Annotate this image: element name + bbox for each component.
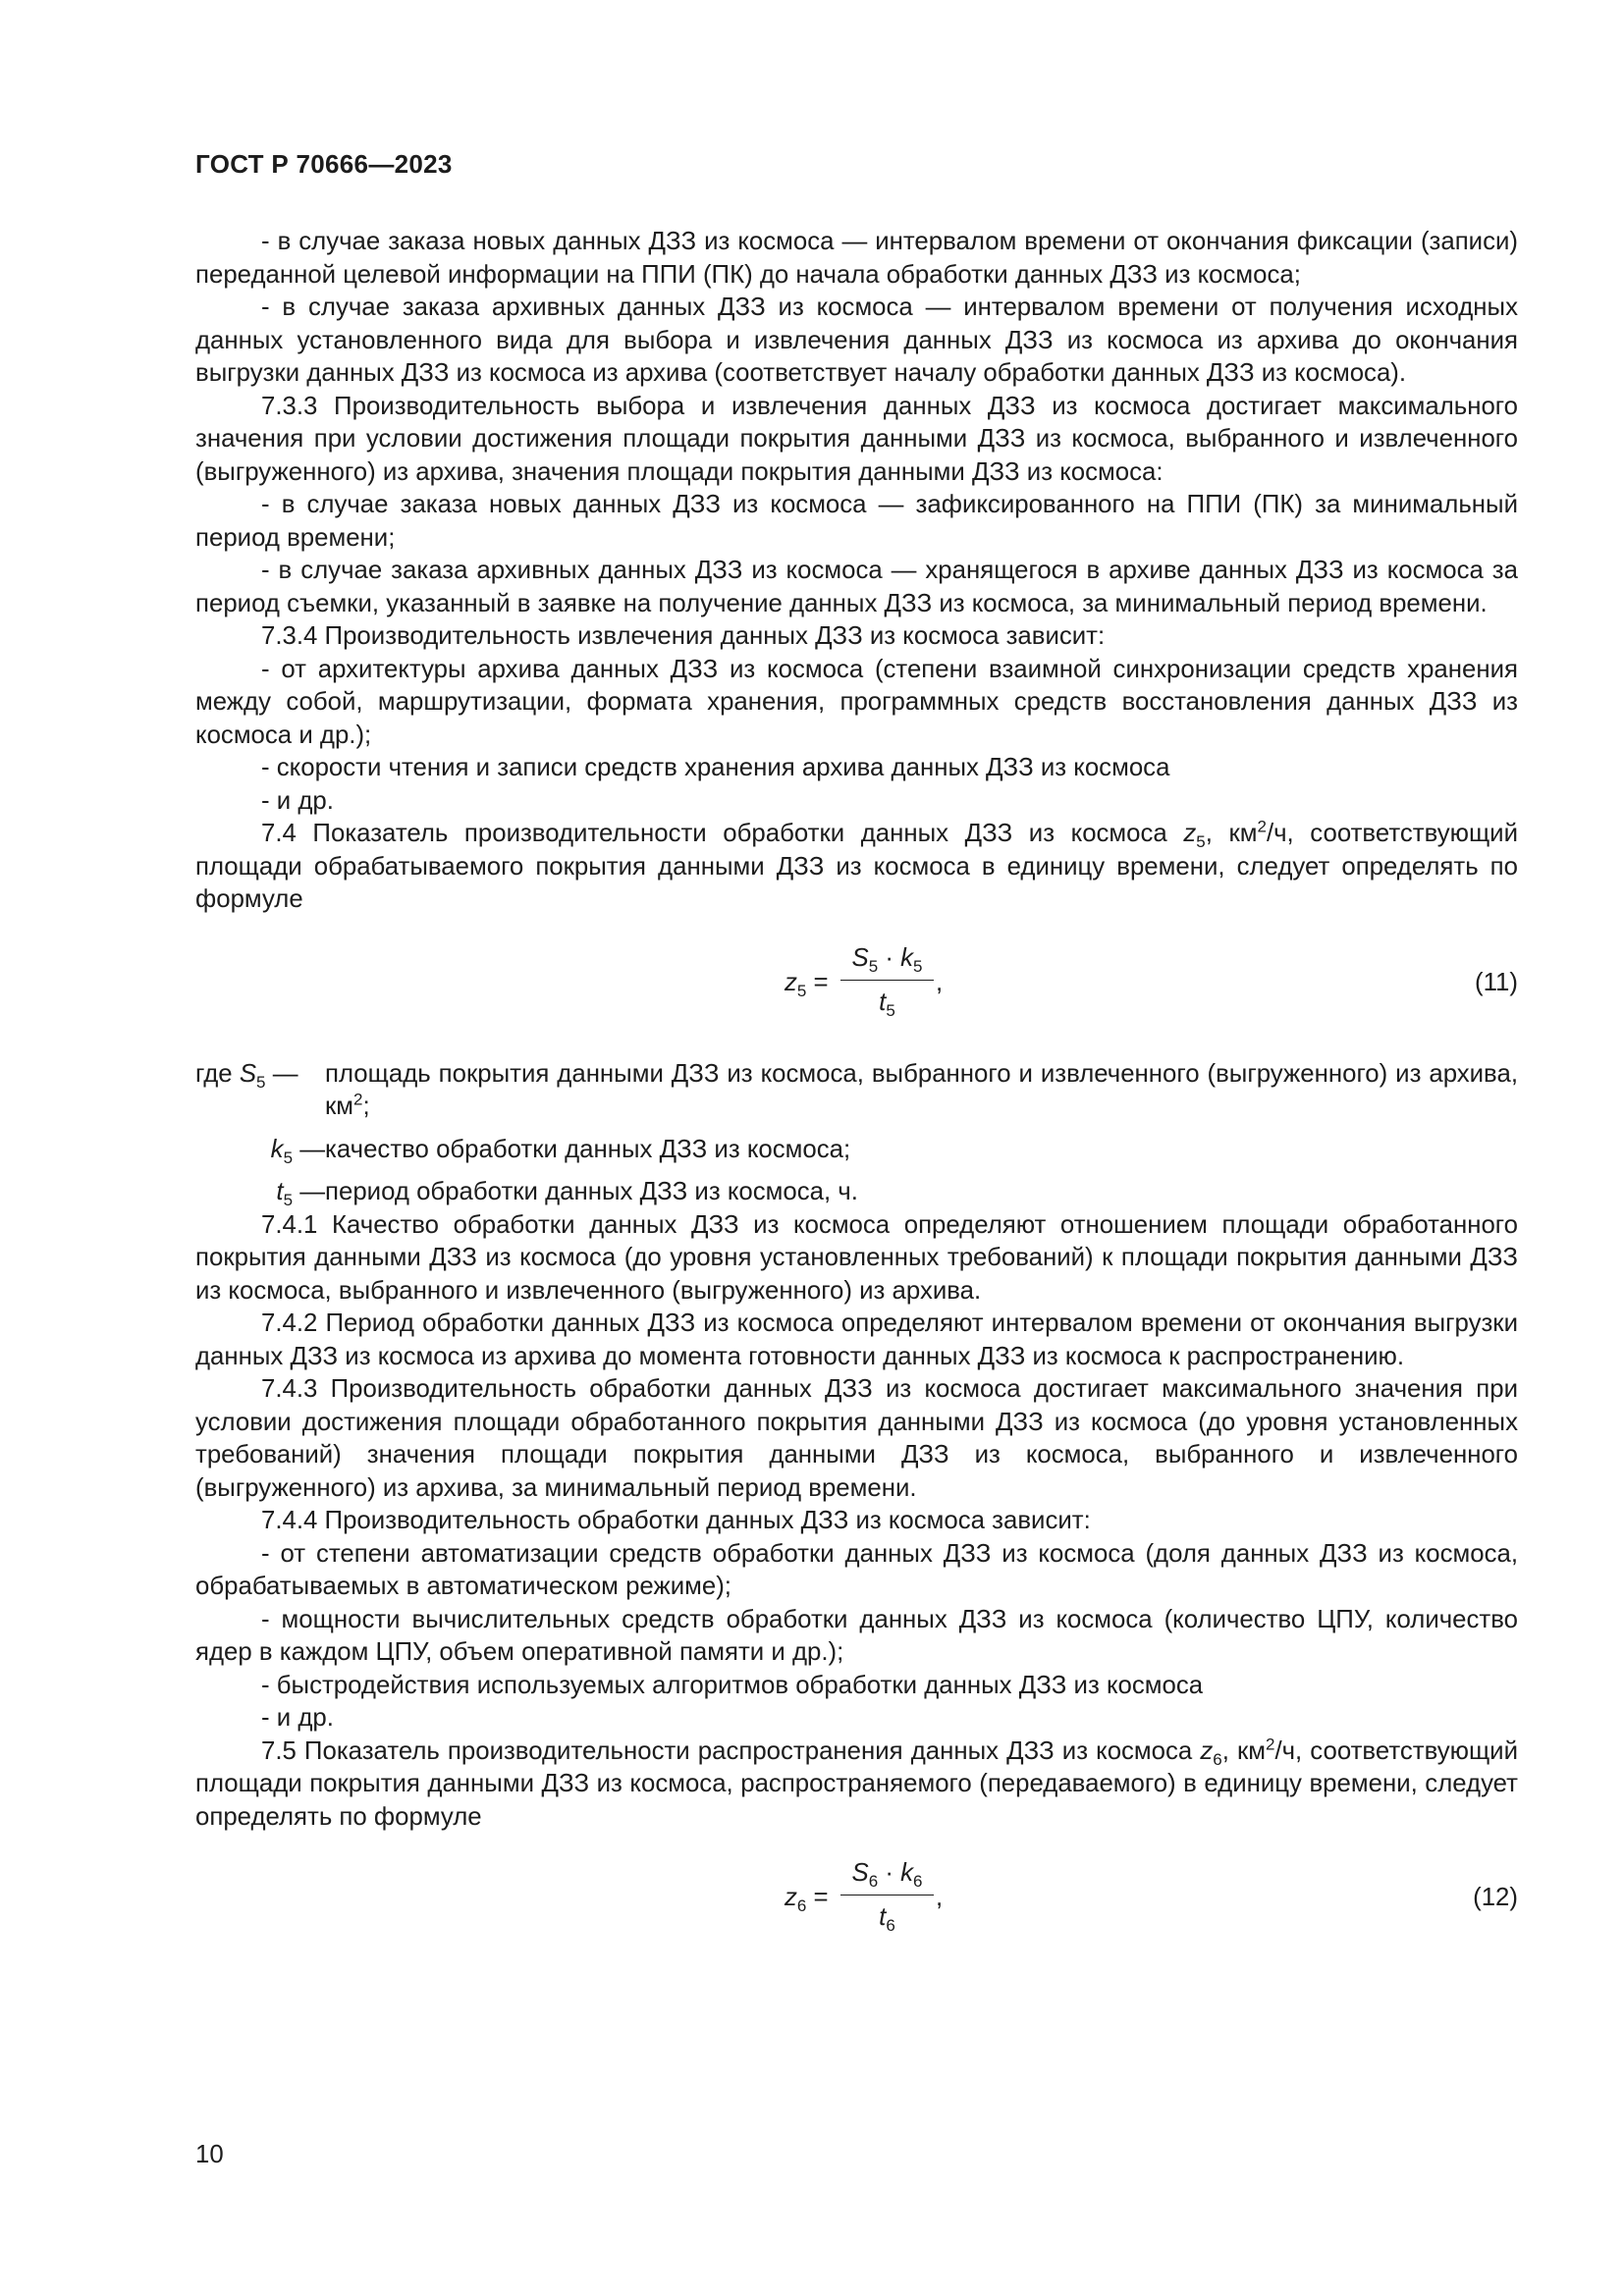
definition-text: площадь покрытия данными ДЗЗ из космоса, выбранного и извлеченного (выгруженного) из архива, $км^2$; [325, 1059, 1518, 1120]
formula-lhs: $z_5$ = [785, 968, 829, 1000]
paragraph-7-4: 7.4 Показатель производительности обработки данных ДЗЗ из космоса $z_5$, $км^2/ч$, соответствующий площади обрабатываемого покрытия данными ДЗЗ из космоса в единицу времени, следует определять по формуле [195, 817, 1518, 913]
definition-row [195, 1134, 1518, 1167]
denominator: $t_5$ [879, 988, 895, 1020]
numerator: $S_5 \cdot k_5$ [851, 943, 923, 976]
formula-lhs: $z_6$ = [785, 1884, 829, 1916]
definition-symbol: где $S_5$ — [195, 1059, 298, 1092]
paragraph-7-5: 7.5 Показатель производительности распространения данных ДЗЗ из космоса $z_6$, $км^2/ч$, соответствующий площади покрытия данными ДЗЗ из космоса, распространяемого (передаваемого) в единицу времени, следует определять по формуле [195, 1734, 1518, 1831]
paragraph: 7.3.4 Производительность извлечения данных ДЗЗ из космоса зависит: [261, 622, 1106, 650]
standard-designation: ГОСТ Р 70666—2023 [195, 149, 453, 179]
formula-11: $z_5$ = $S_5 \cdot k_5$ $t_5$ , (11) [785, 943, 1518, 1020]
equation-number: (11) [1475, 968, 1518, 996]
fraction-bar [840, 1895, 934, 1896]
definition-text: период обработки данных ДЗЗ из космоса, ч. [325, 1178, 858, 1205]
paragraph: 7.4.1 Качество обработки данных ДЗЗ из космоса определяют отношением площади обработанного покрытия данными ДЗЗ из космоса (до уровня установленных требований) к площади покрытия данными ДЗЗ из космоса, выбранного и извлеченного (выгруженного) из архива. [195, 1210, 1518, 1305]
paragraph: - от степени автоматизации средств обработки данных ДЗЗ из космоса (доля данных ДЗЗ из космоса, обрабатываемых в автоматическом режиме); [195, 1539, 1518, 1600]
paragraph: - и др. [261, 1704, 334, 1732]
paragraph: 7.4.4 Производительность обработки данных ДЗЗ из космоса зависит: [261, 1507, 1091, 1534]
denominator: $t_6$ [879, 1903, 895, 1936]
paragraph: - в случае заказа новых данных ДЗЗ из космоса — зафиксированного на ППИ (ПК) за минимальный период времени; [195, 491, 1518, 552]
paragraph: - от архитектуры архива данных ДЗЗ из космоса (степени взаимной синхронизации средств хранения между собой, маршрутизации, формата хранения, программных средств восстановления данных ДЗЗ из космоса и др.); [195, 655, 1518, 749]
paragraph: - мощности вычислительных средств обработки данных ДЗЗ из космоса (количество ЦПУ, количество ядер в каждом ЦПУ, объем оперативной памяти и др.); [195, 1605, 1518, 1666]
paragraph: - и др. [261, 786, 334, 815]
definition-row [195, 1058, 1518, 1124]
paragraph: 7.4.2 Период обработки данных ДЗЗ из космоса определяют интервалом времени от окончания выгрузки данных ДЗЗ из космоса из архива до момента готовности данных ДЗЗ из космоса к распространению. [195, 1309, 1518, 1370]
paragraph: - в случае заказа архивных данных ДЗЗ из космоса — интервалом времени от получения исходных данных установленного вида для выбора и извлечения данных ДЗЗ из космоса из архива до окончания выгрузки данных ДЗЗ из космоса из архива (соответствует началу обработки данных ДЗЗ из космоса). [195, 294, 1518, 387]
formula-12: $z_6$ = $S_6 \cdot k_6$ $t_6$ , (12) [785, 1859, 1518, 1936]
document-body [195, 226, 1518, 1948]
definition-row [195, 1176, 1518, 1209]
paragraph: - в случае заказа новых данных ДЗЗ из космоса — интервалом времени от окончания фиксации (записи) переданной целевой информации на ППИ (ПК) до начала обработки данных ДЗЗ из космоса; [195, 228, 1518, 289]
page-number: 10 [195, 2141, 224, 2168]
equation-number: (12) [1473, 1884, 1518, 1911]
paragraph: - скорости чтения и записи средств хранения архива данных ДЗЗ из космоса [261, 754, 1170, 781]
fraction-bar [840, 980, 934, 981]
definition-symbol: $t_5$ — [276, 1178, 325, 1210]
paragraph: - быстродействия используемых алгоритмов обработки данных ДЗЗ из космоса [261, 1671, 1204, 1699]
definition-text: качество обработки данных ДЗЗ из космоса; [325, 1135, 851, 1163]
definition-symbol: $k_5$ — [270, 1135, 325, 1167]
paragraph: - в случае заказа архивных данных ДЗЗ из космоса — хранящегося в архиве данных ДЗЗ из космоса за период съемки, указанный в заявке на получение данных ДЗЗ из космоса, за минимальный период времени. [195, 557, 1518, 617]
numerator: $S_6 \cdot k_6$ [851, 1859, 923, 1892]
paragraph: 7.3.3 Производительность выбора и извлечения данных ДЗЗ из космоса достигает максимального значения при условии достижения площади покрытия данными ДЗЗ из космоса, выбранного и извлеченного (выгруженного) из архива, значения площади покрытия данными ДЗЗ из космоса: [195, 392, 1518, 486]
paragraph: 7.4.3 Производительность обработки данных ДЗЗ из космоса достигает максимального значения при условии достижения площади обработанного покрытия данными ДЗЗ из космоса (до уровня установленных требований) значения площади покрытия данными ДЗЗ из космоса, выбранного и извлеченного (выгруженного) из архива, за минимальный период времени. [195, 1375, 1518, 1502]
variable-definitions [195, 1058, 1518, 1209]
